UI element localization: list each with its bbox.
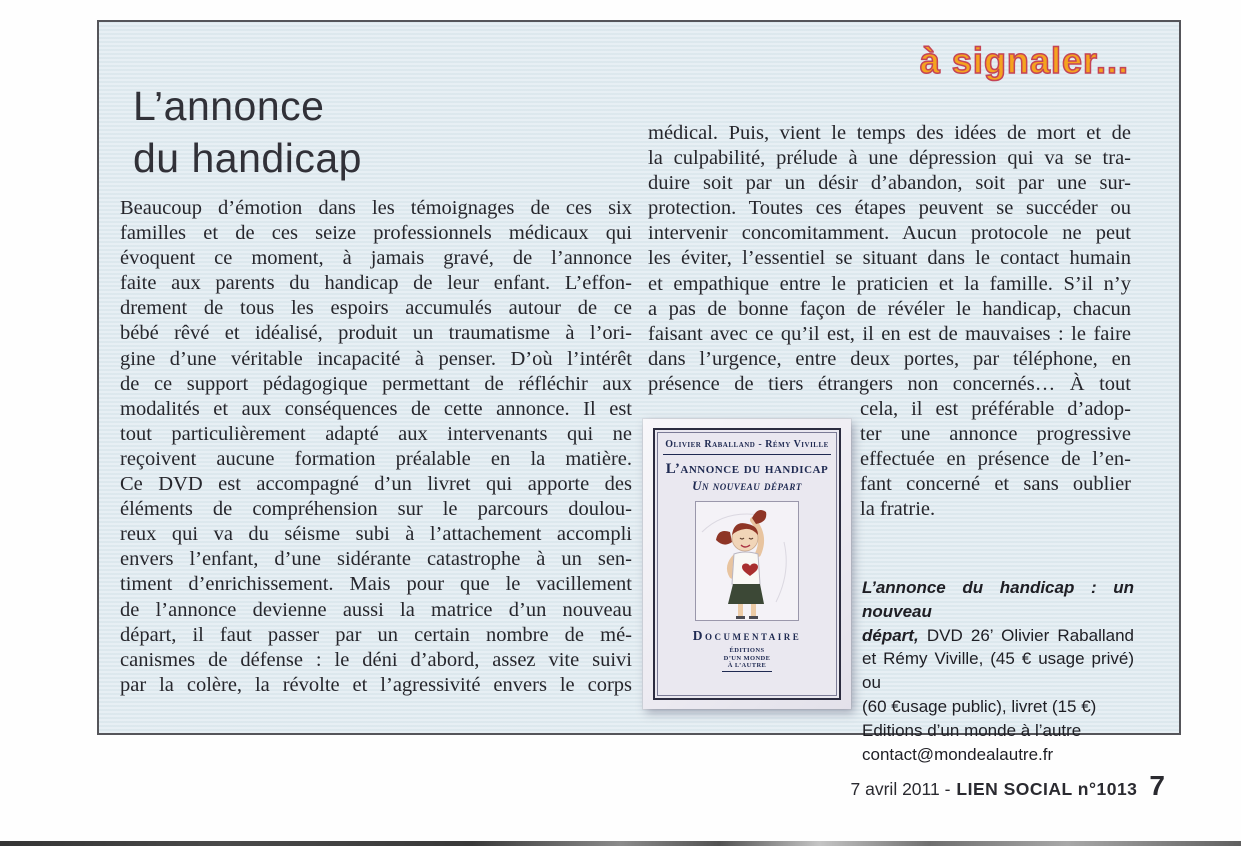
caption-credits: DVD 26’ Olivier Raballand xyxy=(918,625,1134,645)
text-line: modalités et aux conséquences de cette annonce. Il est xyxy=(120,397,632,420)
text-line: tout particulièrement adapté aux intervenants qui ne xyxy=(120,422,632,445)
text-line: fant concerné et sans oublier xyxy=(860,473,1131,496)
caption-title-emphasis2: départ, xyxy=(862,625,919,645)
text-line: envers l’enfant, d’une sidérante catastrophe à un sen- xyxy=(120,548,632,571)
dvd-cover-photo xyxy=(643,419,851,709)
text-line: par la colère, la révolte et l’agressivité envers le corps xyxy=(120,673,632,696)
text-line: reçoivent aucune formation préalable en la matière. xyxy=(120,447,632,470)
text-line: bébé rêvé et idéalisé, produit un traumatisme à l’ori- xyxy=(120,322,632,345)
text-line: protection. Toutes ces étapes peuvent se succéder ou xyxy=(648,197,1131,220)
text-line: ter une annonce progressive xyxy=(860,423,1131,446)
caption-line1 xyxy=(862,576,1134,624)
dvd-publisher-logo xyxy=(722,647,773,672)
text-line: et empathique entre le praticien et la famille. S’il n’y xyxy=(648,272,1131,295)
text-line: dans l’urgence, entre deux portes, par téléphone, en xyxy=(648,347,1131,370)
text-line: éléments de compréhension sur le parcours doulou- xyxy=(120,498,632,521)
dvd-publisher-line1: ÉDITIONS xyxy=(729,647,765,654)
text-line: intervenir concomitamment. Aucun protocole ne peut xyxy=(648,222,1131,245)
footer-publication: LIEN SOCIAL n°1013 xyxy=(956,779,1138,799)
footer-page-number: 7 xyxy=(1149,770,1165,801)
text-line: départ, il faut passer par un certain nombre de mé- xyxy=(120,623,632,646)
text-line: la culpabilité, prélude à une dépression qui va se tra- xyxy=(648,147,1131,170)
text-line: duire soit par un désir d’abandon, soit par une sur- xyxy=(648,172,1131,195)
dvd-title: L’annonce du handicap xyxy=(665,461,829,477)
text-line: évoquent ce moment, à jamais gravé, de l’annonce xyxy=(120,247,632,270)
footer-date: 7 avril 2011 - xyxy=(850,779,951,799)
section-flag: à signaler... xyxy=(919,40,1129,81)
text-line: effectuée en présence de l’en- xyxy=(860,448,1131,471)
text-line: drement de tous les espoirs accumulés autour de ce xyxy=(120,297,632,320)
dvd-publisher-line2: D’UN MONDE xyxy=(723,654,771,662)
left-column-text xyxy=(120,196,632,698)
text-line: de l’annonce devienne aussi la matrice d’un nouveau xyxy=(120,598,632,621)
dvd-publisher-line3: À L’AUTRE xyxy=(727,662,767,669)
right-column-wrap-text xyxy=(860,397,1131,522)
article-title xyxy=(133,80,362,184)
right-column-text xyxy=(648,121,1131,397)
text-line: de ce support pédagogique permettant de réfléchir aux xyxy=(120,372,632,395)
caption-line2 xyxy=(862,624,1134,648)
dvd-subtitle: Un nouveau départ xyxy=(692,478,802,493)
text-line: présence de tiers étrangers non concernés… À tout xyxy=(648,372,1131,395)
text-line: familles et de ces seize professionnels médicaux qui xyxy=(120,222,632,245)
caption-line3: et Rémy Viville, (45 € usage privé) ou xyxy=(862,649,1134,693)
text-line: faite aux parents du handicap de leur enfant. L’effon- xyxy=(120,272,632,295)
text-line: médical. Puis, vient le temps des idées de mort et de xyxy=(648,122,1131,144)
text-line: les éviter, l’essentiel se situant dans le contact humain xyxy=(648,247,1131,270)
text-line: reux qui va du séisme subi à l’attachement accompli xyxy=(120,523,632,546)
text-line: faisant avec ce qu’il est, il en est de mauvaises : le faire xyxy=(648,322,1131,345)
text-line: la fratrie. xyxy=(860,498,936,521)
caption-publisher: Editions d’un monde à l’autre xyxy=(862,720,1082,740)
text-line: cela, il est préférable d’adop- xyxy=(860,398,1131,420)
dvd-cover-illustration xyxy=(695,501,799,621)
page-footer xyxy=(851,770,1165,802)
text-line: a pas de bonne façon de révéler le handicap, chacun xyxy=(648,297,1131,320)
scan-edge-artifact xyxy=(0,841,1241,846)
girl-illustration-svg xyxy=(696,502,798,620)
text-line: canismes de défense : le déni d’abord, assez vite suivi xyxy=(120,648,632,671)
article-title-line2: du handicap xyxy=(133,135,362,181)
dvd-authors: Olivier Raballand - Rémy Viville xyxy=(663,439,831,455)
caption-title-emphasis: L’annonce du handicap : un nouveau xyxy=(862,578,1134,621)
article-title-line1: L’annonce xyxy=(133,83,325,129)
caption-contact-email: contact@mondealautre.fr xyxy=(862,744,1054,764)
text-line: Ce DVD est accompagné d’un livret qui apporte des xyxy=(120,473,632,496)
text-line: timent d’enrichissement. Mais pour que le vacillement xyxy=(120,573,632,596)
dvd-genre: Documentaire xyxy=(692,628,802,643)
text-line: gine d’une véritable incapacité à penser. D’où l’intérêt xyxy=(120,347,632,370)
dvd-cover xyxy=(653,428,841,700)
text-line: Beaucoup d’émotion dans les témoignages de ces six xyxy=(120,197,632,219)
caption-line4: (60 €usage public), livret (15 €) xyxy=(862,696,1097,716)
dvd-caption xyxy=(862,576,1134,766)
